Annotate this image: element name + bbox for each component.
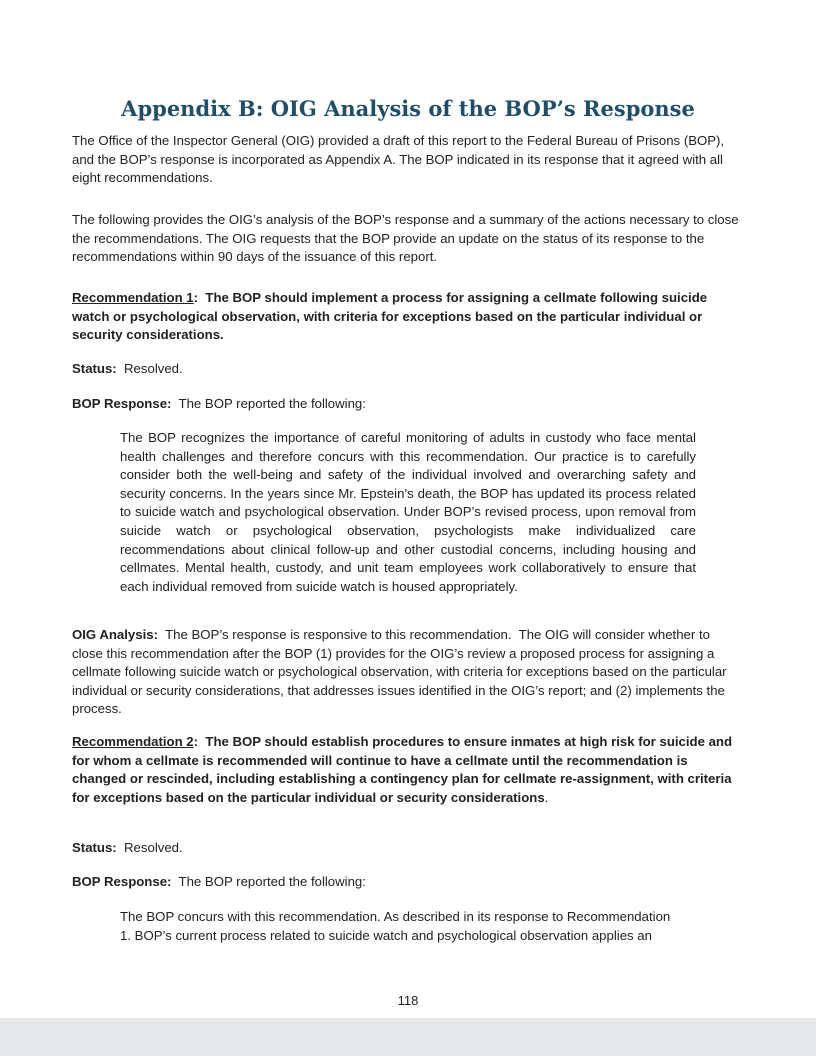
recommendation-2-quote-line-1: The BOP concurs with this recommendation. As described in its response to Recommendation (120, 909, 671, 924)
recommendation-2-text: The BOP should establish procedures to ensure inmates at high risk for suicide and for whom a cellmate is recommended will continue to have a cellmate until the recommendation is changed or rescinded, including establishing a contingency plan for cellmate re-assignment, with criteria for exceptions based on the particular individual or security considerations (72, 734, 736, 805)
recommendation-1-text: The BOP should implement a process for assigning a cellmate following suicide watch or psychological observation, with criteria for exceptions based on the particular individual or security considerations. (72, 290, 711, 343)
recommendation-1-heading: Recommendation 1: The BOP should implement a process for assigning a cellmate following suicide watch or psychological observation, with criteria for exceptions based on the particular individual or security considerations. (72, 290, 711, 343)
recommendation-2-quote-line-2: 1. BOP’s current process related to suicide watch and psychological observation applies an (120, 928, 652, 943)
recommendation-2-status: Status: Resolved. (72, 840, 183, 855)
recommendation-1-label: Recommendation 1 (72, 290, 194, 305)
recommendation-1-quote: The BOP recognizes the importance of careful monitoring of adults in custody who face mental health challenges and therefore concurs with this recommendation. Our practice is to carefully consider both the well-being and safety of the individual involved and overarching safety and security concerns. In the years since Mr. Epstein’s death, the BOP has updated its process related to suicide watch and psychological observation. Under BOP’s revised process, upon removal from suicide watch or psychological observation, psychologists make individualized care recommendations about clinical follow-up and other custodial concerns, including housing and cellmates. Mental health, custody, and unit team employees work collaboratively to ensure that each individual removed from suicide watch is housed appropriately. (120, 430, 696, 594)
recommendation-2-bop-response: BOP Response: The BOP reported the following: (72, 874, 366, 889)
recommendation-1-oig-analysis: OIG Analysis: The BOP’s response is responsive to this recommendation. The OIG will consider whether to close this recommendation after the BOP (1) provides for the OIG’s review a proposed process for assigning a cellmate following suicide watch or psychological observation, with criteria for exceptions based on the particular individual or security considerations, that addresses issues identified in the OIG’s report; and (2) implements the process. (72, 627, 731, 717)
recommendation-1-bop-response: BOP Response: The BOP reported the following: (72, 396, 366, 411)
recommendation-2-label: Recommendation 2 (72, 734, 194, 749)
intro-paragraph-2: The following provides the OIG’s analysis of the BOP’s response and a summary of the actions necessary to close the recommendations. The OIG requests that the BOP provide an update on the status of its response to the recommendations within 90 days of the issuance of this report. (72, 212, 739, 265)
intro-paragraph-1: The Office of the Inspector General (OIG) provided a draft of this report to the Federal Bureau of Prisons (BOP), and the BOP’s response is incorporated as Appendix A. The BOP indicated in its response that it agreed with all eight recommendations. (72, 133, 725, 186)
page-title: Appendix B: OIG Analysis of the BOP’s Response (121, 96, 695, 121)
page-number: 118 (397, 993, 419, 1008)
recommendation-2-heading: Recommendation 2: The BOP should establish procedures to ensure inmates at high risk for suicide and for whom a cellmate is recommended will continue to have a cellmate until the recommendation is changed or rescinded, including establishing a contingency plan for cellmate re-assignment, with criteria for exceptions based on the particular individual or security considerations. (72, 734, 736, 805)
recommendation-1-status: Status: Resolved. (72, 361, 183, 376)
